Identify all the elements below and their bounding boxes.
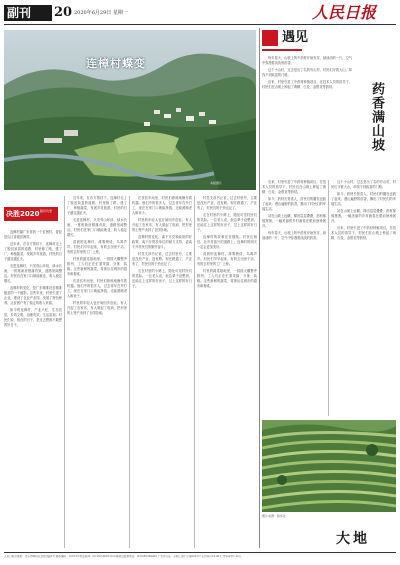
paragraph: 连樟村属广东省的一个贫困村，曾经是山区省级贫困村。 <box>4 230 62 239</box>
paragraph: 走在村里的小路上，随处可见村民们的笑脸。一位老人说，他这辈子没想到，还能住上这样的好房子，过上这样的好日子。 <box>197 213 257 232</box>
column-divider <box>64 196 65 548</box>
paragraph: 后来，村里引进了中药材种植项目，在技术人员的指导下，村民们在山坡上种起了黄精、白及、金银花等药材。 <box>331 226 396 240</box>
paragraph: 村里的蔬菜基地里，一排排大棚整齐排列，工人们正在忙着采摘、分拣、装箱。这些新鲜的蔬菜，将被运往城市的超市和餐桌。 <box>67 257 127 276</box>
supplement-name: 大地 <box>336 531 370 547</box>
paragraph: 近年来，在各方帮扶下，连樟村走上了脱贫致富的道路，村里修了路，建了厂，种植蔬菜，发展乡村旅游，村民的日子越过越红火。 <box>4 242 62 261</box>
paragraph: 站在山坡上远眺，梯田层层叠叠，药材郁郁葱葱，一幅美丽的乡村画卷在眼前徐徐展开。 <box>262 214 326 228</box>
right-article-column-2 <box>331 180 396 416</box>
campaign-badge-subtitle: 脱贫攻坚 <box>40 209 53 213</box>
village-aerial-photo <box>4 30 256 190</box>
paragraph: 后来，村里引进了中药材种植项目，在技术人员的指导下，村民们在山坡上种起了黄精、白及、金银花等药材。 <box>262 180 326 194</box>
paragraph: 走进连樟村，只见青山环绕，绿水长流，一栋栋新房错落有致，道路宽阔整洁。村民们在家门口就能就业，收入稳定增长。 <box>67 218 127 237</box>
terraced-fields-photo <box>262 420 396 512</box>
paragraph: 村里的年轻人也开始回乡创业。有人开起了农家乐，有人做起了电商，把村里的土特产卖到了全国各地。 <box>132 218 192 232</box>
section-label: 副刊 <box>4 5 52 21</box>
paragraph: 如今的连樟村，产业兴旺，生态宜居，乡风文明，治理有效，生活富裕。村民们说，现在的日子，是过去想都不敢想的好日子。 <box>4 308 62 327</box>
feature-title: 药香满山坡 <box>369 82 384 152</box>
newspaper-masthead: 人民日报 <box>312 3 377 22</box>
left-article-column <box>4 230 62 548</box>
column-divider <box>129 196 130 548</box>
paragraph: 村里的年轻人也开始回乡创业。有人开起了农家乐，有人做起了电商，把村里的土特产卖到了全国各地。 <box>67 301 127 315</box>
paragraph: 这个小山村，过去是出了名的穷山村，村民们守着大山，却找不到致富的门路。 <box>331 180 396 189</box>
paragraph: 如今，药材长势喜人，村民们的腰包也鼓了起来。漫山遍野的药香，飘出了村民们的幸福生活。 <box>331 192 396 206</box>
middle-article-column-2 <box>132 196 192 548</box>
photo-credit: 本版图片 <box>210 181 223 185</box>
paragraph: 走进连樟村，只见青山环绕，绿水长流，一栋栋新房错落有致，道路宽阔整洁。村民们在家门口就能就业，收入稳定增长。 <box>4 264 62 283</box>
middle-article-column-3 <box>197 196 257 548</box>
paragraph: 连樟村的故事还在继续。村民们相信，在乡村振兴的道路上，连樟村的明天一定会更加美好。 <box>197 235 257 249</box>
paragraph: 如今，药材长势喜人，村民们的腰包也鼓了起来。漫山遍野的药香，飘出了村民们的幸福生活。 <box>262 197 326 211</box>
bottom-rule <box>4 552 396 553</box>
right-photo-credit: 图片来源：新华社 <box>262 514 287 518</box>
column-divider <box>194 196 195 548</box>
paragraph: 每年春天，山坡上的中药材开始发芽，绿油油的一片，空气中弥漫着淡淡的药香。 <box>262 56 352 65</box>
section-divider <box>259 28 260 548</box>
publication-date: 2020年6月29日 星期一 <box>74 10 128 16</box>
paragraph: 在扶贫车间里，村民们熟练地操作着机器。他们中的很多人，过去常年在外打工，现在在家门口就能挣钱，还能照顾老人和孩子。 <box>67 279 127 298</box>
footer-imprint: 人民日报社地址：北京市朝阳区金台西路2号 邮政编码：100733 电话查询：(010)65368114 印刷质量监督电话：(010)65369463 广告许可证：京朝工商广字第0001号 定价每月24.00元 零售每份1.50元 <box>4 555 242 558</box>
paragraph: 连樟村的变化，是广东精准扶贫精准脱贫的一个缩影。这些年来，村里引进了企业，建设了农业产业园，发展了特色种养，让贫困户有了稳定的收入来源。 <box>4 286 62 305</box>
photo-headline: 连樟村蝶变 <box>86 57 146 70</box>
paragraph: 清晨的连樟村，薄雾缭绕，鸟鸣声声。村民们早早起床，有的去田里干活，有的去村里的工厂上班。 <box>67 240 127 254</box>
page-number: 20 <box>54 5 73 20</box>
right-article-intro <box>262 56 352 176</box>
middle-article-column <box>67 196 127 548</box>
paragraph: 走在村里的小路上，随处可见村民们的笑脸。一位老人说，他这辈子没想到，还能住上这样的好房子，过上这样的好日子。 <box>132 269 192 288</box>
paragraph: 连樟村的变化，离不开党和政府的好政策，离不开帮扶单位的倾力支持，更离不开村民们的勤劳奋斗。 <box>132 235 192 249</box>
campaign-badge-title: 决胜2020 <box>6 210 40 218</box>
right-article-column-1 <box>262 180 326 416</box>
paragraph: 清晨的连樟村，薄雾缭绕，鸟鸣声声。村民们早早起床，有的去田里干活，有的去村里的工厂上班。 <box>197 252 257 266</box>
paragraph: 村党支部书记说，过去村里穷，主要是没有产业，没有路。现在路通了，产业有了，村民们的干劲也足了。 <box>197 196 257 210</box>
column-name: 遇见 <box>282 30 309 45</box>
paragraph: 站在山坡上远眺，梯田层层叠叠，药材郁郁葱葱，一幅美丽的乡村画卷在眼前徐徐展开。 <box>331 209 396 223</box>
column-underline <box>262 49 302 51</box>
column-divider <box>328 180 329 416</box>
paragraph: 村里的蔬菜基地里，一排排大棚整齐排列，工人们正在忙着采摘、分拣、装箱。这些新鲜的蔬菜，将被运往城市的超市和餐桌。 <box>197 269 257 288</box>
paragraph: 这个小山村，过去是出了名的穷山村，村民们守着大山，却找不到致富的门路。 <box>262 68 352 77</box>
paragraph: 近年来，在各方帮扶下，连樟村走上了脱贫致富的道路，村里修了路，建了厂，种植蔬菜，发展乡村旅游，村民的日子越过越红火。 <box>67 196 127 215</box>
paragraph: 后来，村里引进了中药材种植项目，在技术人员的指导下，村民们在山坡上种起了黄精、白及、金银花等药材。 <box>262 80 352 89</box>
top-rule <box>4 24 396 25</box>
paragraph: 在扶贫车间里，村民们熟练地操作着机器。他们中的很多人，过去常年在外打工，现在在家门口就能挣钱，还能照顾老人和孩子。 <box>132 196 192 215</box>
column-logo-block <box>262 30 278 46</box>
paragraph: 村党支部书记说，过去村里穷，主要是没有产业，没有路。现在路通了，产业有了，村民们的干劲也足了。 <box>132 252 192 266</box>
paragraph: 每年春天，山坡上的中药材开始发芽，绿油油的一片，空气中弥漫着淡淡的药香。 <box>262 231 326 240</box>
